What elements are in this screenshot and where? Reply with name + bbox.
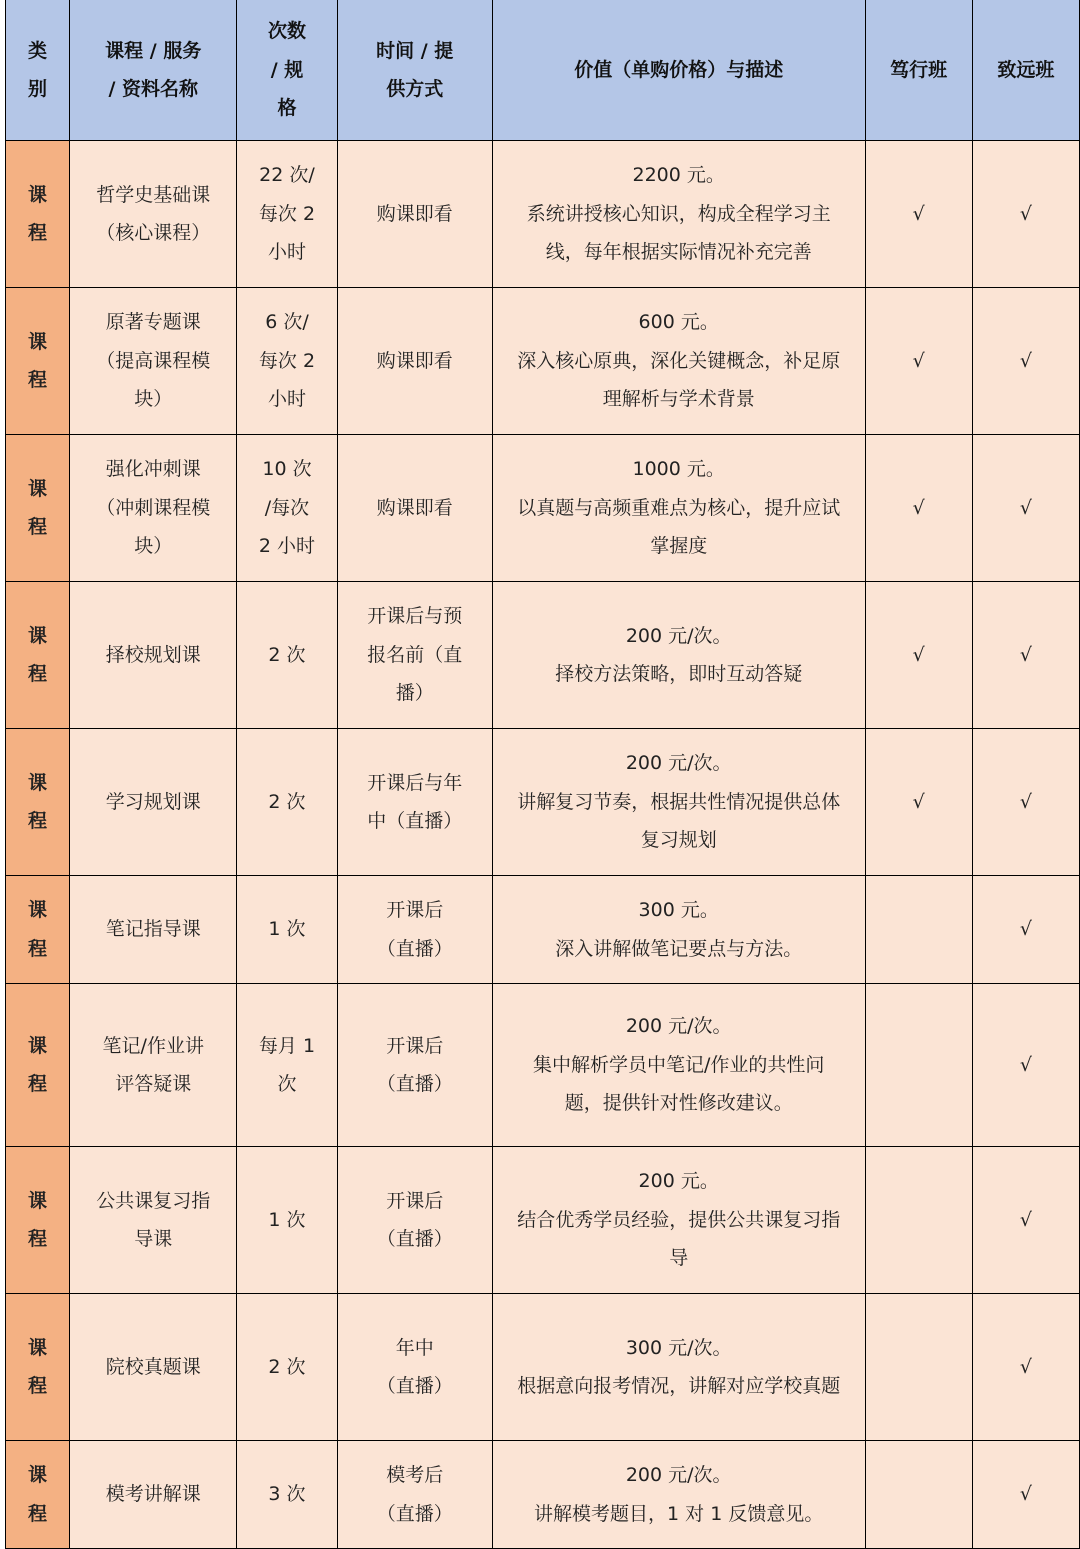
cell-class-a <box>865 876 972 984</box>
header-desc: 价值（单购价格）与描述 <box>492 0 865 141</box>
cell-time: 购课即看 <box>337 288 492 435</box>
cell-category: 课 程 <box>6 141 70 288</box>
cell-time: 购课即看 <box>337 141 492 288</box>
table-row <box>6 729 1080 876</box>
table-row <box>6 435 1080 582</box>
table-row <box>6 1294 1080 1441</box>
cell-category: 课 程 <box>6 582 70 729</box>
cell-time: 开课后 （直播） <box>337 1147 492 1294</box>
table-row <box>6 876 1080 984</box>
header-count: 次数 / 规 格 <box>237 0 337 141</box>
cell-name: 公共课复习指 导课 <box>70 1147 237 1294</box>
cell-time: 开课后 （直播） <box>337 984 492 1147</box>
cell-class-a <box>865 1147 972 1294</box>
cell-name: 笔记指导课 <box>70 876 237 984</box>
cell-desc: 300 元。 深入讲解做笔记要点与方法。 <box>492 876 865 984</box>
header-category: 类 别 <box>6 0 70 141</box>
header-class-b: 致远班 <box>972 0 1079 141</box>
header-name: 课程 / 服务 / 资料名称 <box>70 0 237 141</box>
cell-class-a: √ <box>865 141 972 288</box>
cell-class-b: √ <box>972 1441 1079 1549</box>
table-row <box>6 984 1080 1147</box>
cell-category: 课 程 <box>6 984 70 1147</box>
header-time: 时间 / 提 供方式 <box>337 0 492 141</box>
cell-name: 哲学史基础课 （核心课程） <box>70 141 237 288</box>
cell-class-a <box>865 984 972 1147</box>
cell-name: 笔记/作业讲 评答疑课 <box>70 984 237 1147</box>
cell-desc: 200 元/次。 择校方法策略，即时互动答疑 <box>492 582 865 729</box>
cell-desc: 200 元/次。 集中解析学员中笔记/作业的共性问题，提供针对性修改建议。 <box>492 984 865 1147</box>
cell-category: 课 程 <box>6 729 70 876</box>
table-row <box>6 1147 1080 1294</box>
cell-name: 原著专题课 （提高课程模 块） <box>70 288 237 435</box>
cell-desc: 200 元/次。 讲解模考题目，1 对 1 反馈意见。 <box>492 1441 865 1549</box>
cell-class-a: √ <box>865 582 972 729</box>
cell-class-b: √ <box>972 288 1079 435</box>
cell-name: 强化冲刺课 （冲刺课程模 块） <box>70 435 237 582</box>
cell-category: 课 程 <box>6 1147 70 1294</box>
table-row <box>6 1441 1080 1549</box>
cell-category: 课 程 <box>6 1441 70 1549</box>
cell-class-a: √ <box>865 435 972 582</box>
cell-class-b: √ <box>972 141 1079 288</box>
cell-desc: 600 元。 深入核心原典，深化关键概念，补足原理解析与学术背景 <box>492 288 865 435</box>
cell-count: 每月 1 次 <box>237 984 337 1147</box>
cell-category: 课 程 <box>6 876 70 984</box>
header-row <box>6 0 1080 141</box>
cell-category: 课 程 <box>6 1294 70 1441</box>
cell-count: 1 次 <box>237 1147 337 1294</box>
cell-desc: 300 元/次。 根据意向报考情况，讲解对应学校真题 <box>492 1294 865 1441</box>
cell-class-a: √ <box>865 729 972 876</box>
cell-class-b: √ <box>972 435 1079 582</box>
cell-class-b: √ <box>972 984 1079 1147</box>
cell-count: 2 次 <box>237 1294 337 1441</box>
cell-count: 6 次/ 每次 2 小时 <box>237 288 337 435</box>
cell-class-b: √ <box>972 582 1079 729</box>
cell-class-b: √ <box>972 1147 1079 1294</box>
cell-count: 1 次 <box>237 876 337 984</box>
cell-count: 2 次 <box>237 582 337 729</box>
cell-desc: 200 元。 结合优秀学员经验，提供公共课复习指导 <box>492 1147 865 1294</box>
cell-class-b: √ <box>972 729 1079 876</box>
cell-time: 开课后与预 报名前（直 播） <box>337 582 492 729</box>
cell-count: 22 次/ 每次 2 小时 <box>237 141 337 288</box>
cell-class-b: √ <box>972 1294 1079 1441</box>
cell-time: 购课即看 <box>337 435 492 582</box>
cell-time: 年中 （直播） <box>337 1294 492 1441</box>
cell-category: 课 程 <box>6 288 70 435</box>
cell-time: 开课后与年 中（直播） <box>337 729 492 876</box>
cell-count: 2 次 <box>237 729 337 876</box>
cell-name: 择校规划课 <box>70 582 237 729</box>
cell-class-b: √ <box>972 876 1079 984</box>
cell-class-a: √ <box>865 288 972 435</box>
cell-desc: 200 元/次。 讲解复习节奏，根据共性情况提供总体复习规划 <box>492 729 865 876</box>
table-row <box>6 582 1080 729</box>
course-table <box>5 0 1080 1549</box>
cell-count: 3 次 <box>237 1441 337 1549</box>
cell-desc: 1000 元。 以真题与高频重难点为核心，提升应试掌握度 <box>492 435 865 582</box>
header-class-a: 笃行班 <box>865 0 972 141</box>
cell-name: 模考讲解课 <box>70 1441 237 1549</box>
cell-desc: 2200 元。 系统讲授核心知识，构成全程学习主线，每年根据实际情况补充完善 <box>492 141 865 288</box>
cell-time: 开课后 （直播） <box>337 876 492 984</box>
cell-time: 模考后 （直播） <box>337 1441 492 1549</box>
cell-category: 课 程 <box>6 435 70 582</box>
cell-class-a <box>865 1294 972 1441</box>
table-row <box>6 141 1080 288</box>
cell-count: 10 次 /每次 2 小时 <box>237 435 337 582</box>
cell-name: 学习规划课 <box>70 729 237 876</box>
cell-name: 院校真题课 <box>70 1294 237 1441</box>
table-row <box>6 288 1080 435</box>
cell-class-a <box>865 1441 972 1549</box>
